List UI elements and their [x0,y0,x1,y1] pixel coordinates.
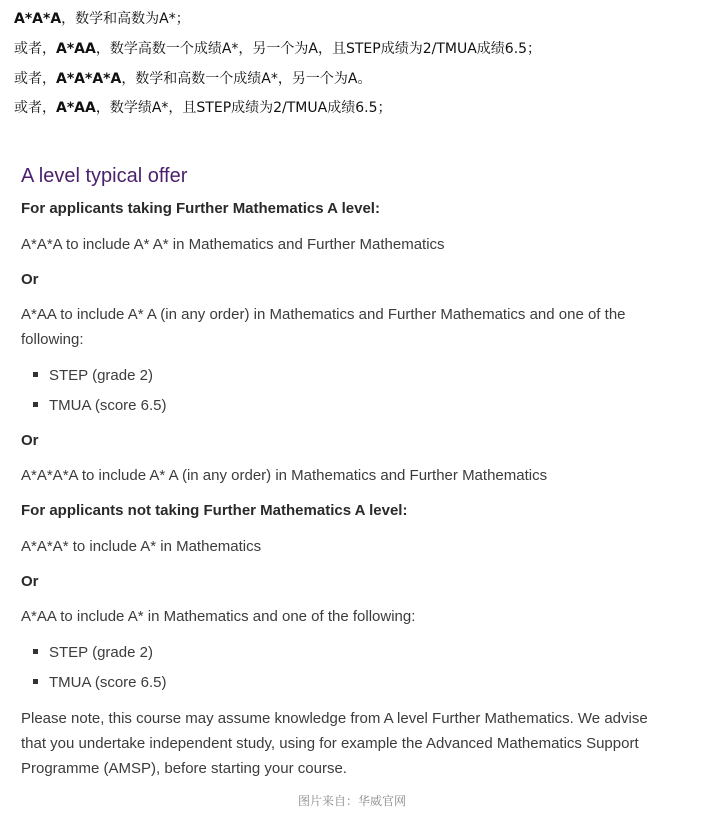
list-item: STEP (grade 2) [33,643,153,663]
section-title-further-maths: For applicants taking Further Mathematics A level: [21,200,380,217]
cn-line-1: A*A*A，数学和高数为A*； [14,11,190,27]
section-title-no-further-maths: For applicants not taking Further Mathematics A level: [21,502,408,519]
image-caption: 图片来自：华威官网 [297,794,406,808]
offer-heading: A level typical offer [21,165,188,187]
offer-line: A*A*A* to include A* in Mathematics [21,538,262,555]
offer-line: A*AA to include A* in Mathematics and one of the following: [21,608,416,625]
offer-line: A*A*A to include A* A* in Mathematics and Further Mathematics [21,236,445,253]
offer-line: A*A*A*A to include A* A (in any order) in Mathematics and Further Mathematics [21,467,548,484]
or-label: Or [21,271,39,288]
list-item: TMUA (score 6.5) [33,673,167,693]
or-label: Or [21,432,39,449]
offer-line: A*AA to include A* A (in any order) in Mathematics and Further Mathematics and one of the following: [21,306,626,348]
or-label: Or [21,573,39,590]
cn-line-3: 或者，A*A*A*A，数学和高数一个成绩A*，另一个为A。 [14,71,372,87]
list-item: TMUA (score 6.5) [33,396,167,416]
cn-line-2: 或者，A*AA，数学高数一个成绩A*，另一个为A，且STEP成绩为2/TMUA成绩6.5； [14,41,542,57]
cn-line-4: 或者，A*AA，数学绩A*，且STEP成绩为2/TMUA成绩6.5； [14,100,392,116]
course-note: Please note, this course may assume knowledge from A level Further Mathematics. We advise that you undertake independent study, using for example the Advanced Mathematics Support Programme (AMSP), before starting your course. [21,710,648,777]
list-item: STEP (grade 2) [33,366,153,386]
